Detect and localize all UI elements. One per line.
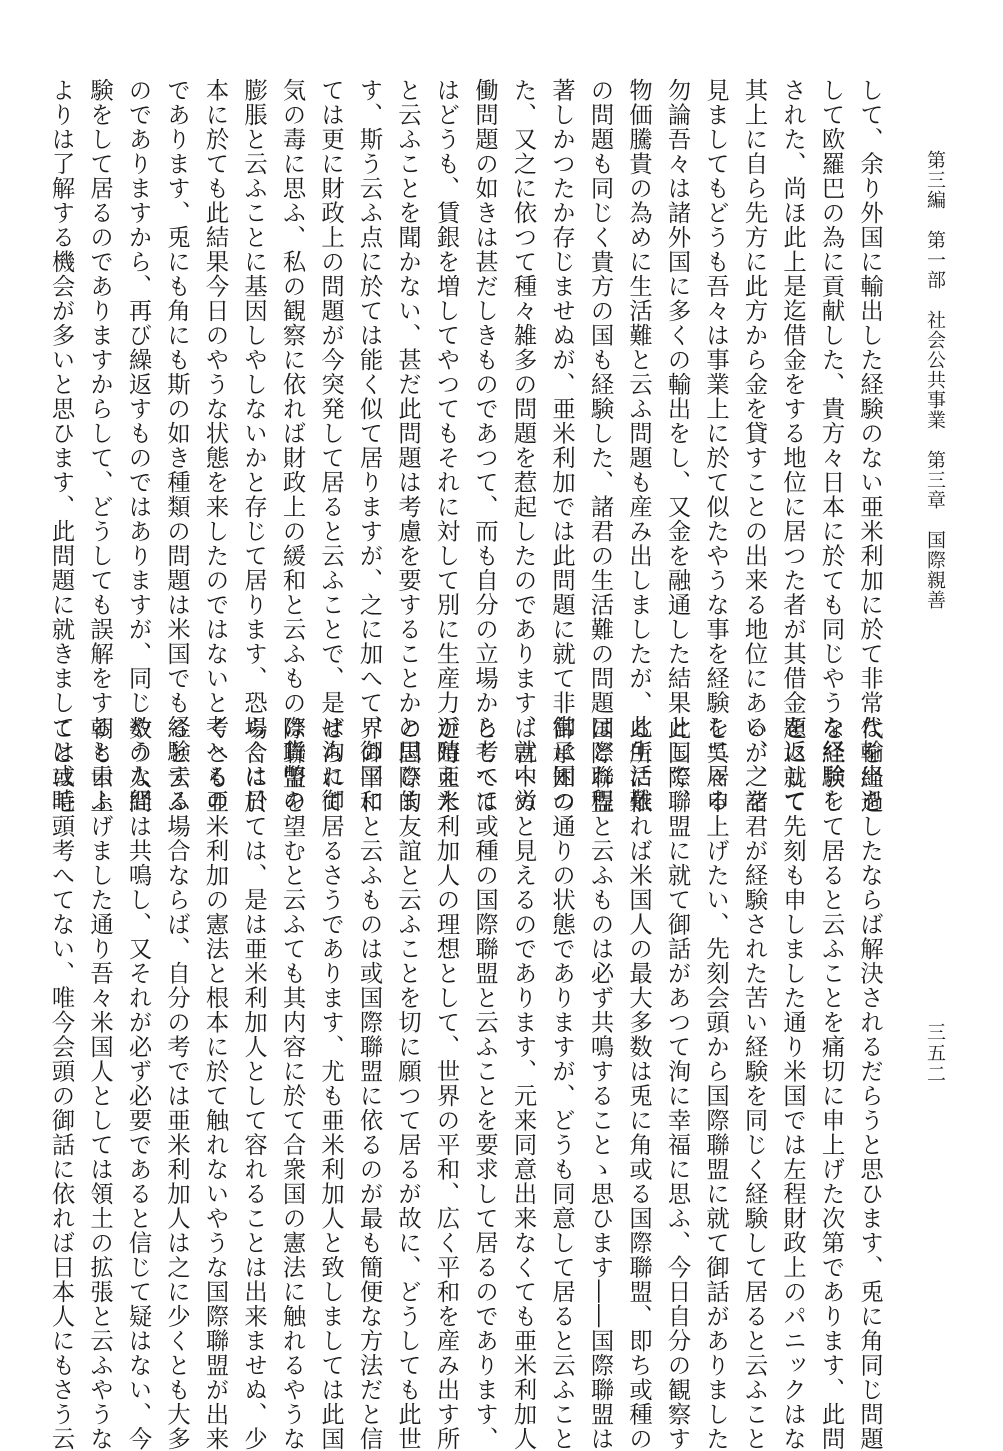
text-line: いが、諸君が経験された苦い経験を同じく経験して居ると云ふこと [740,716,768,1451]
text-line: して欧羅巴の為に貢献した、貴方々日本に於ても同じやうな経験を [817,78,845,813]
header-section: 第一部 [924,230,946,290]
text-line: であります、兎にも角にも斯の如き種類の問題は米国でも経験する [163,78,190,813]
text-line: 物価騰貴の為めに生活難と云ふ問題も産み出しましたが、此生活難 [625,78,652,813]
text-line: を呉々申上げたい、先刻会頭から国際聯盟に就て御話がありました [702,716,729,1451]
text-line: 界の平和と云ふものは或国際聯盟に依るのが最も簡便な方法だと信 [355,716,383,1451]
text-line: 題に就て先刻も申しました通り米国では左程財政上のパニックはな [779,716,806,1451]
text-line: の国際的友誼と云ふことを切に願つて居るが故に、どうしても此世 [394,716,421,1451]
text-line: ては更に財政上の問題が今突発して居ると云ふことで、是は洵に御 [317,78,344,813]
text-line: 国際聯盟と云ふものは必ず共鳴することゝ思ひます――国際聯盟は [586,716,614,1451]
text-line: ぜられて居るさうであります、尤も亜米利加人と致しましては此国 [317,716,344,1451]
header-topic: 国際親善 [924,530,946,610]
text-line: 膨脹と云ふことに基因しやしないかと存じて居ります、恐らくは日 [240,78,267,813]
text-line: 働問題の如きは甚だしきものであつて、而も自分の立場から考へて [471,78,498,813]
text-line: る所に依れば米国人の最大多数は兎に角或る国際聯盟、即ち或種の [625,716,652,1451]
text-line: 気の毒に思ふ、私の観察に依れば財政上の緩和と云ふものは貨幣の [278,78,306,813]
text-line: す、斯う云ふ点に於ては能く似て居りますが、之に加へて、御国に [355,78,383,813]
text-line: 場合に於ては、是は亜米利加人として容れることは出来ませぬ、少 [240,716,267,1451]
text-line: と云ふことを聞かない、甚だ此問題は考慮を要することかと思ひま [394,78,421,813]
text-line: 著しかつたか存じませぬが、亜米利加では此問題に就て非常に困つ [548,78,575,813]
text-line: 朝も申上げました通り吾々米国人としては領土の拡張と云ふやうな [86,716,113,1451]
text-line: 勿論吾々は諸外国に多くの輸出をし、又金を融通した結果として、 [663,78,691,813]
text-line: を経験して居ると云ふことを痛切に申上げた次第であります、此問 [817,716,845,1451]
text-block-lower [47,716,888,1451]
header-part: 第三編 [924,150,946,210]
text-line: 験をして居るのでありますからして、どうしても誤解をすると云ふ [86,78,113,813]
text-line: 近時亜米利加人の理想として、世界の平和、広く平和を産み出す所 [432,716,460,1451]
text-line: ことは毛頭考へてない、唯今会頭の御話に依れば日本人にもさう云 [47,716,75,1451]
text-line: は言へぬと見えるのであります、元来同意出来なくても亜米利加人 [509,716,537,1451]
text-line: 際聯盟を望むと云ふても其内容に於て合衆国の憲法に触れるやうな [278,716,306,1451]
text-line: 代を経過したならば解決されるだらうと思ひます、兎に角同じ問題 [856,716,883,1451]
text-line: された、尚ほ此上是迄借金をする地位に居つた者が其借金を返して [779,78,806,813]
page-number: 三五二 [924,1022,946,1085]
text-line: 御承知の通りの状態でありますが、どうも同意して居ると云ふこと [548,716,575,1451]
running-header [918,150,952,710]
text-line: よりは了解する機会が多いと思ひます、此問題に就きましては或時 [47,78,75,813]
text-line: のでありますから、再び繰返すものではありますが、同じやうな経 [124,78,152,813]
text-line: ると云ふ場合ならば、自分の考では亜米利加人は之に少くとも大多 [163,716,190,1451]
text-line: としては或種の国際聯盟と云ふことを要求して居るのであります、 [471,716,498,1451]
text-line: くとも亜米利加の憲法と根本に於て触れないやうな国際聯盟が出来 [201,716,229,1451]
text-line: た、又之に依つて種々雑多の問題を惹起したのであります、就中労 [509,78,537,813]
text-line: 数の人間は共鳴し、又それが必ず必要であると信じて疑はない、今 [124,716,152,1451]
text-line: して、余り外国に輸出した経験のない亜米利加に於て非常な輸出を [856,78,883,813]
header-subject: 社会公共事業 [924,310,946,430]
text-line: 此国際聯盟に就て御話があつて洵に幸福に思ふ、今日自分の観察す [663,716,691,1451]
text-line: はどうも、賃銀を増してやつてもそれに対して別に生産力が殖えた [432,78,460,813]
text-line: の問題も同じく貴方の国も経験した、諸君の生活難の問題はどれ程 [586,78,614,813]
text-line: 見ましてもどうも吾々は事業上に於て似たやうな事を経験して居る [702,78,729,813]
text-line: 本に於ても此結果今日のやうな状態を来したのではないと考へるの [201,78,229,813]
header-chapter: 第三章 [924,450,946,510]
text-line: 其上に自ら先方に此方から金を貸すことの出来る地位にある、之を [740,78,768,813]
text-block-upper [47,78,888,813]
